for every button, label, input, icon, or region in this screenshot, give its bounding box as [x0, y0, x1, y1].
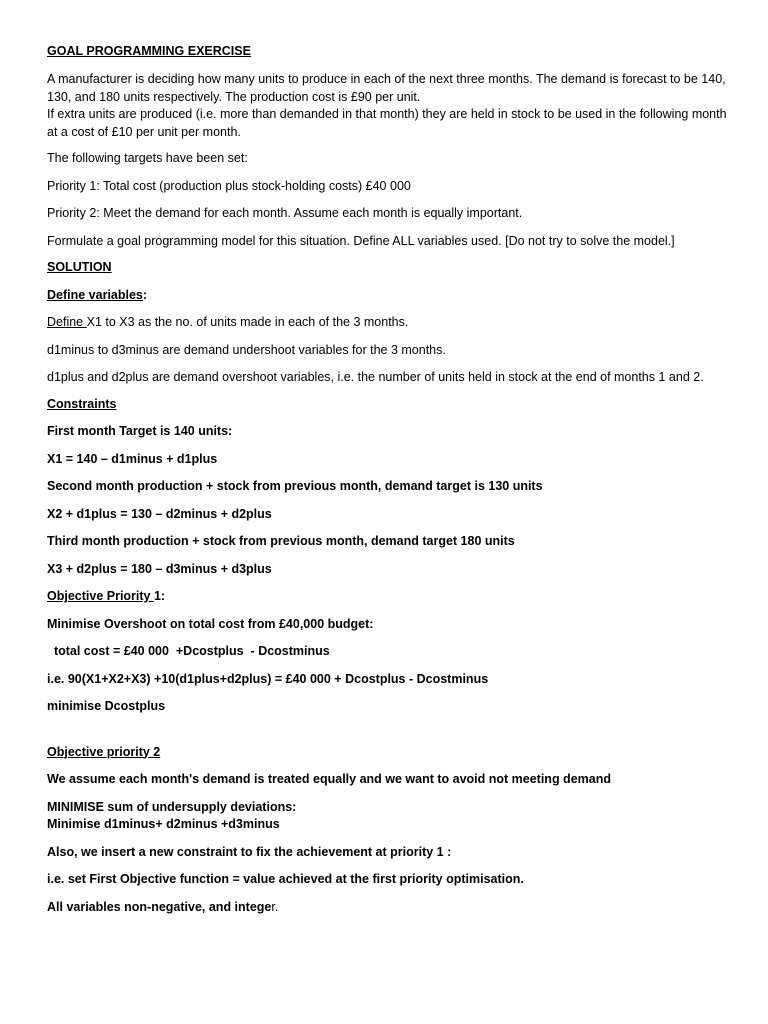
define-variables-colon: :: [142, 287, 148, 302]
define-d-minus: d1minus to d3minus are demand undershoot variables for the 3 months.: [47, 342, 446, 357]
targets-intro: The following targets have been set:: [47, 151, 248, 165]
define-variables-heading: [47, 287, 728, 305]
intro-paragraph-1: A manufacturer is deciding how many units to produce in each of the next three months. The demand is forecast to be 140, 130, and 180 units respectively. The production cost is £90 per unit.: [47, 72, 726, 104]
document-title: GOAL PROGRAMMING EXERCISE: [47, 44, 251, 58]
objective-2-line-5-end: r.: [271, 899, 279, 914]
define-word: Define: [47, 315, 87, 329]
objective-2-line-3: Also, we insert a new constraint to fix the achievement at priority 1 :: [47, 844, 452, 859]
objective-2-line-4: i.e. set First Objective function = value achieved at the first priority optimisation.: [47, 872, 524, 886]
constraint-1-equation: X1 = 140 – d1minus + d1plus: [47, 451, 218, 466]
constraints-heading: Constraints: [47, 396, 117, 411]
define-variables-label: Define variables: [47, 287, 143, 302]
formulate-instruction: Formulate a goal programming model for this situation. Define ALL variables used. [Do not try to solve the model.]: [47, 233, 675, 248]
objective-1-line-2: total cost = £40 000 +Dcostplus - Dcostminus: [47, 644, 330, 658]
priority-1-text: Priority 1: Total cost (production plus stock-holding costs) £40 000: [47, 178, 411, 193]
define-d-plus: d1plus and d2plus are demand overshoot variables, i.e. the number of units held in stock at the end of months 1 and 2.: [47, 370, 704, 384]
objective-2-line-1: We assume each month's demand is treated equally and we want to avoid not meeting demand: [47, 772, 611, 786]
objective-2-line-5-bold: All variables non-negative, and intege: [47, 899, 272, 914]
define-x-text: X1 to X3 as the no. of units made in each of the 3 months.: [86, 315, 409, 329]
objective-priority-1-number: 1:: [153, 589, 166, 603]
intro-paragraph-2: If extra units are produced (i.e. more than demanded in that month) they are held in stock to be used in the following month at a cost of £10 per unit per month.: [47, 107, 727, 139]
objective-2-line-2b: Minimise d1minus+ d2minus +d3minus: [47, 817, 280, 831]
priority-2-text: Priority 2: Meet the demand for each month. Assume each month is equally important.: [47, 206, 523, 220]
constraint-2-label: Second month production + stock from previous month, demand target is 130 units: [47, 479, 543, 493]
objective-priority-1-label: Objective Priority: [47, 589, 154, 603]
constraint-3-equation: X3 + d2plus = 180 – d3minus + d3plus: [47, 561, 272, 576]
constraint-3-label: Third month production + stock from previous month, demand target 180 units: [47, 534, 515, 548]
objective-1-line-3: i.e. 90(X1+X2+X3) +10(d1plus+d2plus) = £40 000 + Dcostplus - Dcostminus: [47, 671, 489, 686]
solution-heading: SOLUTION: [47, 260, 112, 274]
objective-2-line-2a: MINIMISE sum of undersupply deviations:: [47, 799, 297, 814]
constraint-2-equation: X2 + d1plus = 130 – d2minus + d2plus: [47, 506, 272, 521]
objective-1-line-1: Minimise Overshoot on total cost from £40,000 budget:: [47, 616, 374, 631]
constraint-1-label: First month Target is 140 units:: [47, 424, 233, 438]
objective-priority-2-heading: Objective priority 2: [47, 744, 161, 759]
objective-1-line-4: minimise Dcostplus: [47, 699, 166, 713]
objective-2-line-5: [47, 899, 728, 917]
define-x-variables: [47, 314, 728, 332]
objective-priority-1-heading: [47, 588, 728, 606]
